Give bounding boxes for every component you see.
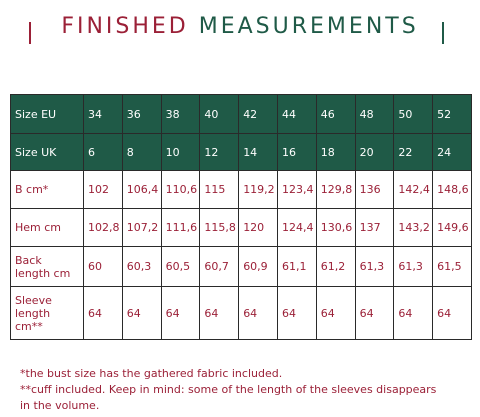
table-cell: 123,4 [277, 171, 316, 209]
table-cell: 38 [161, 95, 200, 134]
row-label: B cm* [11, 171, 84, 209]
table-cell: 64 [394, 287, 433, 340]
footnote-cuff: **cuff included. Keep in mind: some of the length of the sleeves disappears [20, 383, 437, 396]
table-row [11, 134, 472, 171]
table-cell: 64 [161, 287, 200, 340]
table-cell: 64 [355, 287, 394, 340]
table-cell: 61,5 [433, 247, 472, 287]
table-cell: 142,4 [394, 171, 433, 209]
table-cell: 124,4 [277, 209, 316, 247]
table-cell: 48 [355, 95, 394, 134]
footnote-bust: *the bust size has the gathered fabric included. [20, 367, 283, 380]
row-label: Size UK [11, 134, 84, 171]
table-cell: 102 [84, 171, 123, 209]
table-cell: 137 [355, 209, 394, 247]
table-cell: 115,8 [200, 209, 239, 247]
table-cell: 129,8 [316, 171, 355, 209]
table-row [11, 247, 472, 287]
page-header [0, 0, 480, 62]
table-cell: 130,6 [316, 209, 355, 247]
table-cell: 120 [239, 209, 278, 247]
table-row [11, 209, 472, 247]
table-cell: 36 [122, 95, 161, 134]
table-row [11, 287, 472, 340]
table-cell: 34 [84, 95, 123, 134]
table-cell: 14 [239, 134, 278, 171]
table-cell: 111,6 [161, 209, 200, 247]
table-cell: 22 [394, 134, 433, 171]
table-cell: 44 [277, 95, 316, 134]
table-cell: 16 [277, 134, 316, 171]
table-cell: 20 [355, 134, 394, 171]
table-cell: 64 [200, 287, 239, 340]
header-right-bar [442, 22, 444, 44]
table-cell: 42 [239, 95, 278, 134]
table-cell: 50 [394, 95, 433, 134]
table-cell: 64 [316, 287, 355, 340]
title-measurements: MEASUREMENTS [198, 14, 419, 39]
table-body [11, 95, 472, 340]
table-cell: 60,5 [161, 247, 200, 287]
table-cell: 64 [239, 287, 278, 340]
table-cell: 64 [277, 287, 316, 340]
table-cell: 64 [433, 287, 472, 340]
row-label: Sleeve length cm** [11, 287, 84, 340]
table-cell: 115 [200, 171, 239, 209]
table-cell: 12 [200, 134, 239, 171]
table-cell: 8 [122, 134, 161, 171]
table-cell: 24 [433, 134, 472, 171]
table-cell: 61,3 [355, 247, 394, 287]
measurements-table [10, 94, 472, 340]
table-cell: 110,6 [161, 171, 200, 209]
table-cell: 61,3 [394, 247, 433, 287]
table-cell: 102,8 [84, 209, 123, 247]
table-cell: 18 [316, 134, 355, 171]
page-title [0, 14, 480, 39]
table-cell: 60,7 [200, 247, 239, 287]
table-cell: 148,6 [433, 171, 472, 209]
table-cell: 60 [84, 247, 123, 287]
table-cell: 106,4 [122, 171, 161, 209]
table-cell: 64 [122, 287, 161, 340]
table-cell: 52 [433, 95, 472, 134]
table-cell: 6 [84, 134, 123, 171]
title-finished: FINISHED [61, 14, 189, 39]
row-label: Hem cm [11, 209, 84, 247]
table-cell: 149,6 [433, 209, 472, 247]
table-cell: 64 [84, 287, 123, 340]
row-label: Size EU [11, 95, 84, 134]
table-cell: 143,2 [394, 209, 433, 247]
table-cell: 119,2 [239, 171, 278, 209]
row-label: Back length cm [11, 247, 84, 287]
footnotes [20, 366, 470, 414]
table-cell: 60,3 [122, 247, 161, 287]
table-cell: 46 [316, 95, 355, 134]
table-cell: 40 [200, 95, 239, 134]
table-cell: 61,2 [316, 247, 355, 287]
table-cell: 107,2 [122, 209, 161, 247]
table-cell: 10 [161, 134, 200, 171]
table-cell: 60,9 [239, 247, 278, 287]
footnote-cuff-continued: in the volume. [20, 399, 100, 412]
table-row [11, 95, 472, 134]
table-cell: 61,1 [277, 247, 316, 287]
table-cell: 136 [355, 171, 394, 209]
table-row [11, 171, 472, 209]
